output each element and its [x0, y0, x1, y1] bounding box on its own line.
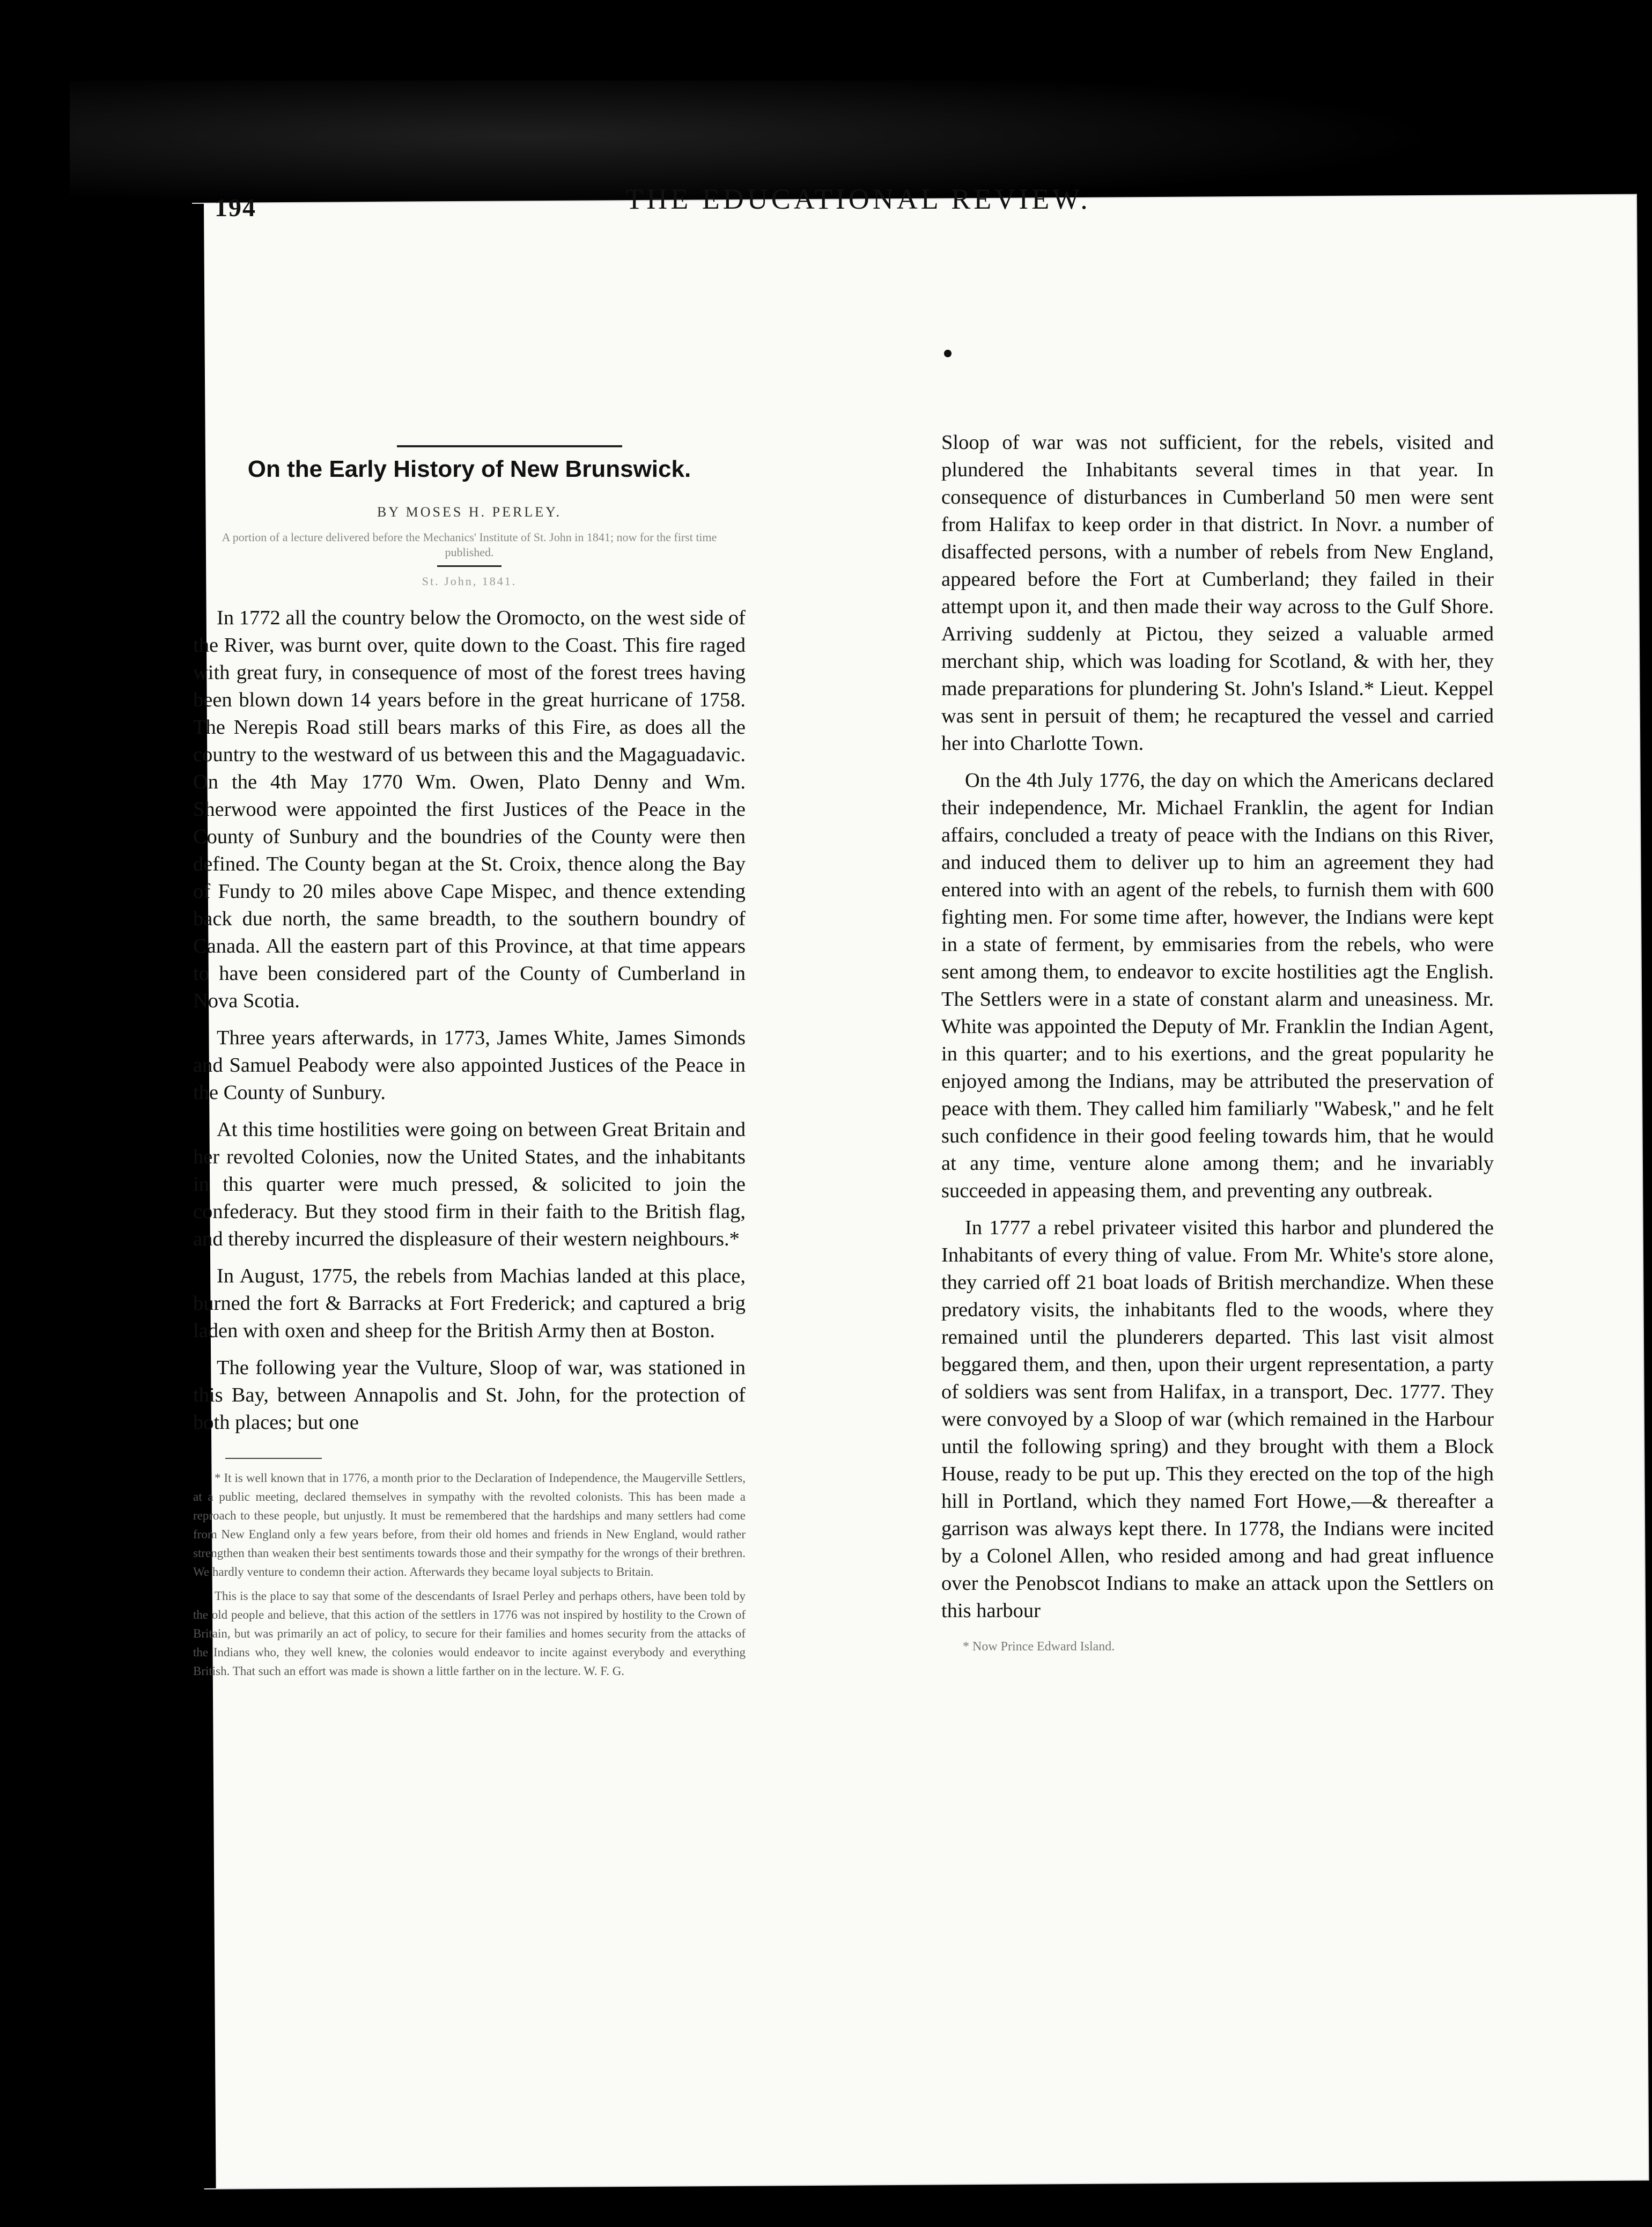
journal-title: THE EDUCATIONAL REVIEW. [625, 183, 1091, 215]
paragraph: In August, 1775, the rebels from Machias landed at this place, burned the fort & Barracks at Fort Frederick; and captured a brig laden with oxen and sheep for the British Army then at Boston. [193, 1265, 746, 1342]
header-rule [397, 445, 622, 447]
article-byline: BY MOSES H. PERLEY. [377, 504, 562, 520]
paragraph: On the 4th July 1776, the day on which the Americans declared their independence, Mr. Michael Franklin, the agent for Indian affairs, concluded a treaty of peace with the Indians on this River, and induced them to deliver up to him an agreement they had entered into with an agent of the rebels, to furnish them with 600 fighting men. For some time after, however, the Indians were kept in a state of ferment, by emmisaries from the rebels, who were sent among them, to endeavor to excite hostilities agt the English. The Settlers were in a state of constant alarm and uneasiness. Mr. White was appointed the Deputy of Mr. Franklin the Indian Agent, in this quarter; and to his exertions, and the great popularity he enjoyed among the Indians, may be attributed the preservation of peace with them. They called him familiarly "Wabesk," and he felt such confidence in their good feeling towards him, that he would at any time, venture alone among them; and he invariably succeeded in appeasing them, and preventing any outbreak. [941, 769, 1494, 1202]
right-column [941, 429, 1494, 1654]
article-dateline: St. John, 1841. [422, 574, 517, 588]
article-subnote: A portion of a lecture delivered before the Mechanics' Institute of St. John in 1841; now for the first time published. [222, 530, 717, 559]
paragraph: The following year the Vulture, Sloop of war, was stationed in this Bay, between Annapolis and St. John, for the protection of both places; but one [193, 1356, 746, 1434]
footnote: * Now Prince Edward Island. [963, 1640, 1115, 1654]
page-header [215, 177, 1448, 236]
footnote: This is the place to say that some of the descendants of Israel Perley and perhaps others, have been told by the old people and believe, that this action of the settlers in 1776 was not inspired by hostility to the Crown of Britain, but was primarily an act of policy, to secure for their families and homes security from the attacks of the Indians who, they well knew, the colonies would endeavor to incite against everybody and everything British. That such an effort was made is shown a little farther on in the lecture. W. F. G. [193, 1589, 746, 1678]
paragraph: In 1777 a rebel privateer visited this harbor and plundered the Inhabitants of every thing of value. From Mr. White's store alone, they carried off 21 boat loads of British merchandize. When these predatory visits, the inhabitants fled to the woods, where they remained until the plunderers departed. This last visit almost beggared them, and then, upon their urgent representation, a party of soldiers was sent from Halifax, in a transport, Dec. 1777. They were convoyed by a Sloop of war (which remained in the Harbour until the following spring) and they brought with them a Block House, ready to be put up. This they erected on the top of the high hill in Portland, which they named Fort Howe,—& thereafter a garrison was always kept there. In 1778, the Indians were incited by a Colonel Allen, who resided among and had great influence over the Penobscot Indians to make an attack upon the Settlers on this harbour [941, 1216, 1494, 1622]
title-divider [437, 565, 502, 567]
article-title: On the Early History of New Brunswick. [247, 456, 691, 482]
paragraph: At this time hostilities were going on between Great Britain and her revolted Colonies, now the United States, and the inhabitants in this quarter were much pressed, & solicited to join the confederacy. But they stood firm in their faith to the British flag, and thereby incurred the displeasure of their western neighbours.* [193, 1118, 746, 1250]
paragraph: Sloop of war was not sufficient, for the rebels, visited and plundered the Inhabitants several times in that year. In consequence of disturbances in Cumberland 50 men were sent from Halifax to keep order in that district. In Novr. a number of disaffected persons, with a number of rebels from New England, appeared before the Fort at Cumberland; they failed in their attempt upon it, and then made their way across to the Gulf Shore. Arriving suddenly at Pictou, they seized a valuable armed merchant ship, which was loading for Scotland, & with her, they made preparations for plundering St. John's Island.* Lieut. Keppel was sent in persuit of them; he recaptured the vessel and carried her into Charlotte Town. [941, 431, 1494, 755]
paragraph: Three years afterwards, in 1773, James White, James Simonds and Samuel Peabody were also appointed Justices of the Peace in the County of Sunbury. [193, 1027, 746, 1104]
print-mark [944, 350, 952, 357]
footnote: * It is well known that in 1776, a month prior to the Declaration of Independence, the Maugerville Settlers, at a public meeting, declared themselves in sympathy with the revolted colonists. This has been made a reproach to these people, but unjustly. It must be remembered that the hardships and many settlers had come from New England only a few years before, from their old homes and friends in New England, would rather strengthen than weaken their best sentiments towards those and their sympathy for the wrongs of their brethren. We hardly venture to condemn their action. Afterwards they became loyal subjects to Britain. [193, 1471, 746, 1579]
page-number: 194 [215, 194, 256, 222]
footnote-divider [225, 1458, 322, 1459]
paragraph: In 1772 all the country below the Oromocto, on the west side of the River, was burnt over, quite down to the Coast. This fire raged with great fury, in consequence of most of the forest trees having been blown down 14 years before in the great hurricane of 1758. The Nerepis Road still bears marks of this Fire, as does all the country to the westward of us between this and the Magaguadavic. On the 4th May 1770 Wm. Owen, Plato Denny and Wm. Sherwood were appointed the first Justices of the Peace in the County of Sunbury and the boundries of the County were then defined. The County began at the St. Croix, thence along the Bay of Fundy to 20 miles above Cape Mispec, and thence extending back due north, the same breadth, to the southern boundry of Canada. All the eastern part of this Province, at that time appears to have been considered part of the County of Cumberland in Nova Scotia. [193, 607, 746, 1012]
left-column [193, 456, 746, 1686]
